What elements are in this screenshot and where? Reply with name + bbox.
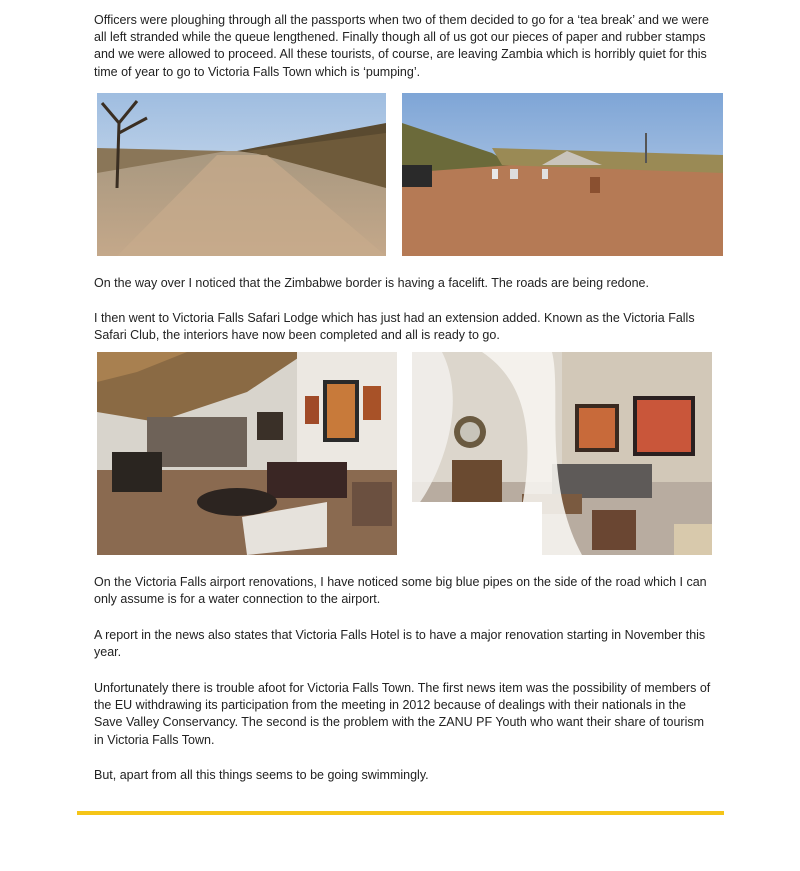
footer-divider <box>77 811 724 815</box>
photo-lodge-bedroom <box>412 352 712 555</box>
paragraph-border-queue: Officers were ploughing through all the passports when two of them decided to go for a ‘tea break’ and we were all left stranded while the queue lengthened. Finally though all of us got our pieces of paper and rubber stamps and we were allowed to proceed. All these tourists, of course, are leaving Zambia which is horribly quiet for this time of year to go to Victoria Falls Town which is ‘pumping’. <box>94 13 709 79</box>
photo-border-road-left <box>97 93 386 256</box>
paragraph-conclusion: But, apart from all this things seems to be going swimmingly. <box>94 768 429 782</box>
paragraph-airport-pipes: On the Victoria Falls airport renovations, I have noticed some big blue pipes on the side of the road which I can only assume is for a water connection to the airport. <box>94 575 707 607</box>
photo-border-road-right <box>402 93 723 256</box>
photo-lodge-lounge <box>97 352 397 555</box>
paragraph-trouble-afoot: Unfortunately there is trouble afoot for Victoria Falls Town. The first news item was the possibility of members of the EU withdrawing its participation from the meeting in 2012 because of dealings with their nationals in the Save Valley Conservancy. The second is the problem with the ZANU PF Youth who want their share of tourism in Victoria Falls Town. <box>94 681 711 747</box>
paragraph-safari-lodge: I then went to Victoria Falls Safari Lodge which has just had an extension added. Known as the Victoria Falls Safari Club, the interiors have now been completed and all is ready to go. <box>94 311 695 343</box>
paragraph-hotel-renovation: A report in the news also states that Victoria Falls Hotel is to have a major renovation starting in November this year. <box>94 628 706 660</box>
paragraph-border-facelift: On the way over I noticed that the Zimbabwe border is having a facelift. The roads are being redone. <box>94 276 649 290</box>
